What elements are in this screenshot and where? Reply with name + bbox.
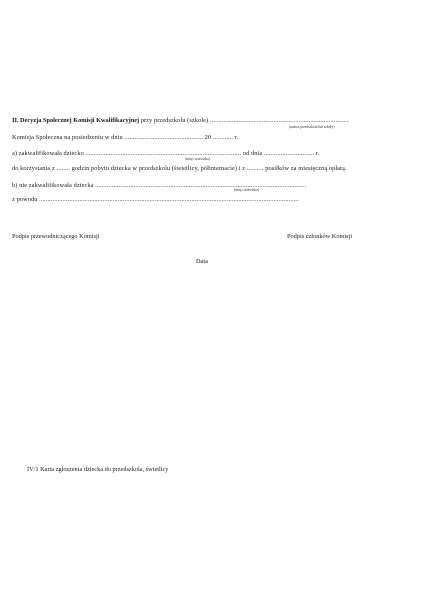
qualified-child-hint: (imię i nazwisko): [185, 157, 211, 161]
section-title: II. Decyzja Społecznej Komisji Kwalifikacyjnej: [12, 117, 140, 124]
care-hours-line: do korzystania z ........ godzin pobytu dziecka w przedszkolu (świetlicy, półinternacie) i z .......... posiłków za miesięczną opłatą.: [12, 165, 347, 172]
chair-signature-label: Podpis przewodniczącego Komisji: [12, 233, 100, 240]
form-footer-title: IV/1 Karta zgłoszenia dziecka do przedszkola, świetlicy: [27, 466, 169, 473]
members-signature-label: Podpis członków Komisji: [287, 233, 353, 240]
meeting-date-line: Komisja Społeczna na posiedzeniu w dniu ............................................... 20 ............ r.: [12, 134, 239, 141]
section-title-line: [12, 118, 349, 124]
reason-line: z powodu ...........................................................................................................................................................: [12, 196, 299, 203]
not-qualified-child-line: b) nie zakwalifikowała dziecka ..............................................................................................................................: [12, 182, 307, 189]
qualified-child-line: a) zakwalifikowała dziecko ............................................................................................. od dnia .............................. r.: [12, 150, 320, 157]
not-qualified-child-hint: (imię i nazwisko): [234, 188, 260, 192]
school-field-hint: (nazwa przedszkola lub szkoły): [289, 125, 335, 129]
school-field: przy przedszkolu (szkole) ...................................................................................: [140, 117, 349, 124]
date-label: Data: [196, 258, 208, 265]
